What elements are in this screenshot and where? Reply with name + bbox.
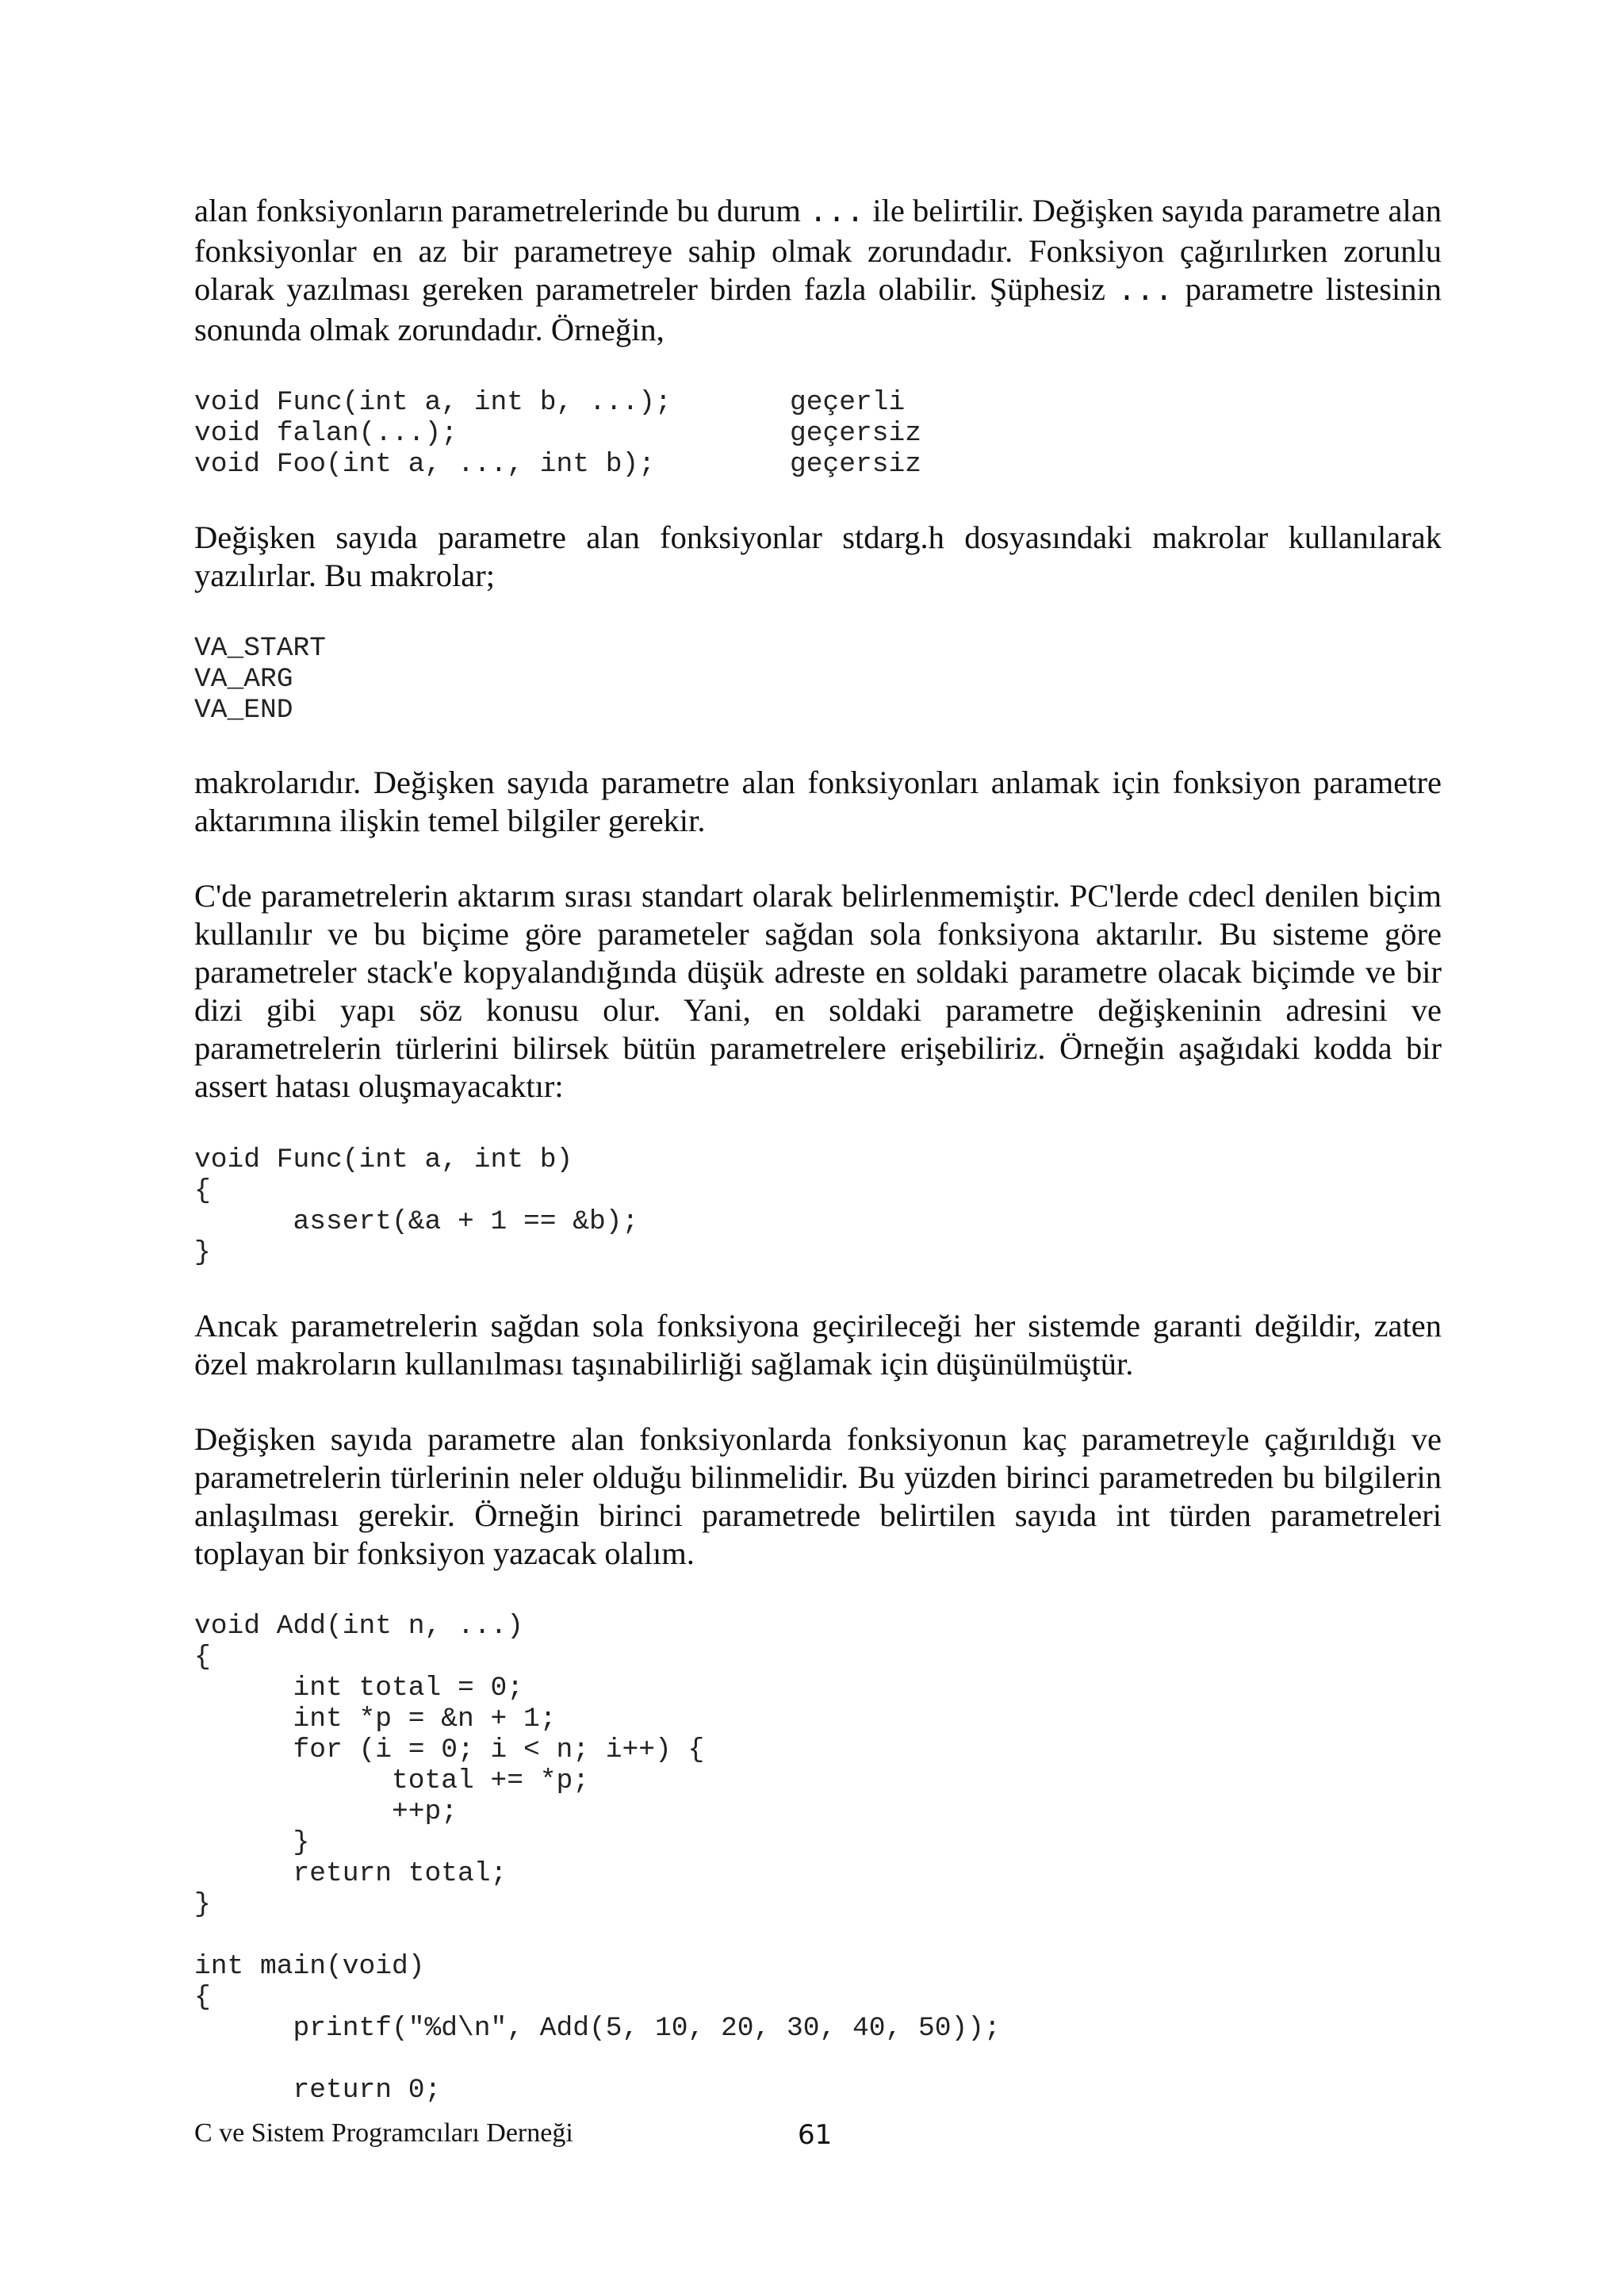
paragraph-variadic-intro	[194, 192, 1442, 349]
code-example-verdict: geçerli	[790, 387, 906, 418]
code-example-text: void falan(...);	[194, 418, 458, 449]
footer-organization: C ve Sistem Programcıları Derneği	[194, 2118, 573, 2148]
code-example-verdict: geçersiz	[790, 449, 922, 480]
code-block-assert: void Func(int a, int b) { assert(&a + 1 == &b); }	[194, 1144, 639, 1268]
macro-item: VA_END	[194, 695, 293, 726]
ellipsis-token: ...	[809, 196, 865, 231]
paragraph-add-function: Değişken sayıda parametre alan fonksiyonlarda fonksiyonun kaç parametreyle çağırıldığı ve parametrelerin türlerinin neler olduğu bilinmelidir. Bu yüzden birinci parametreden bu bilgilerin anlaşılması gerekir. Örneğin birinci parametrede belirtilen sayıda int türden parametreleri toplayan bir fonksiyon yazacak olalım.	[194, 1421, 1442, 1571]
code-example-line	[194, 449, 922, 480]
code-example-line	[194, 418, 922, 449]
code-example-text: void Func(int a, int b, ...);	[194, 387, 672, 418]
macro-item: VA_START	[194, 633, 327, 664]
p1-part-c: parametre listesinin sonunda olmak zorundadır. Örneğin,	[194, 271, 1442, 347]
macro-item: VA_ARG	[194, 664, 293, 695]
paragraph-macros-explained: makrolarıdır. Değişken sayıda parametre alan fonksiyonları anlamak için fonksiyon parametre aktarımına ilişkin temel bilgiler gerekir.	[194, 765, 1442, 838]
paragraph-portability: Ancak parametrelerin sağdan sola fonksiyona geçirileceği her sistemde garanti değildir, zaten özel makroların kullanılması taşınabilirliği sağlamak için düşünülmüştür.	[194, 1308, 1442, 1382]
page-number: 61	[798, 2119, 833, 2151]
ellipsis-token: ...	[1117, 274, 1174, 309]
code-example-verdict: geçersiz	[790, 418, 922, 449]
p1-part-b: ile belirtilir. Değişken sayıda parametre alan fonksiyonlar en az bir parametreye sahip olmak zorundadır. Fonksiyon çağırılırken zorunlu olarak yazılması gereken parametreler birden fazla olabilir. Şüphesiz	[194, 193, 1442, 307]
code-block-add: void Add(int n, ...) { int total = 0; int *p = &n + 1; for (i = 0; i < n; i++) { total += *p; ++p; } return total; } int main(void) { printf("%d\n", Add(5, 10, 20, 30, 40, 50)); return 0;	[194, 1611, 1001, 2106]
code-example-line	[194, 387, 906, 418]
paragraph-stdarg: Değişken sayıda parametre alan fonksiyonlar stdarg.h dosyasındaki makrolar kullanılarak yazılırlar. Bu makrolar;	[194, 519, 1442, 593]
paragraph-parameter-passing: C'de parametrelerin aktarım sırası standart olarak belirlenmemiştir. PC'lerde cdecl denilen biçim kullanılır ve bu biçime göre parameteler sağdan sola fonksiyona aktarılır. Bu sisteme göre parametreler stack'e kopyalandığında düşük adreste en soldaki parametre olacak biçimde ve bir dizi gibi yapı söz konusu olur. Yani, en soldaki parametre değişkeninin adresini ve parametrelerin türlerini bilirsek bütün parametrelere erişebiliriz. Örneğin aşağıdaki kodda bir assert hatası oluşmayacaktır:	[194, 878, 1442, 1104]
code-example-text: void Foo(int a, ..., int b);	[194, 449, 656, 480]
p1-part-a: alan fonksiyonların parametrelerinde bu durum	[194, 193, 810, 228]
